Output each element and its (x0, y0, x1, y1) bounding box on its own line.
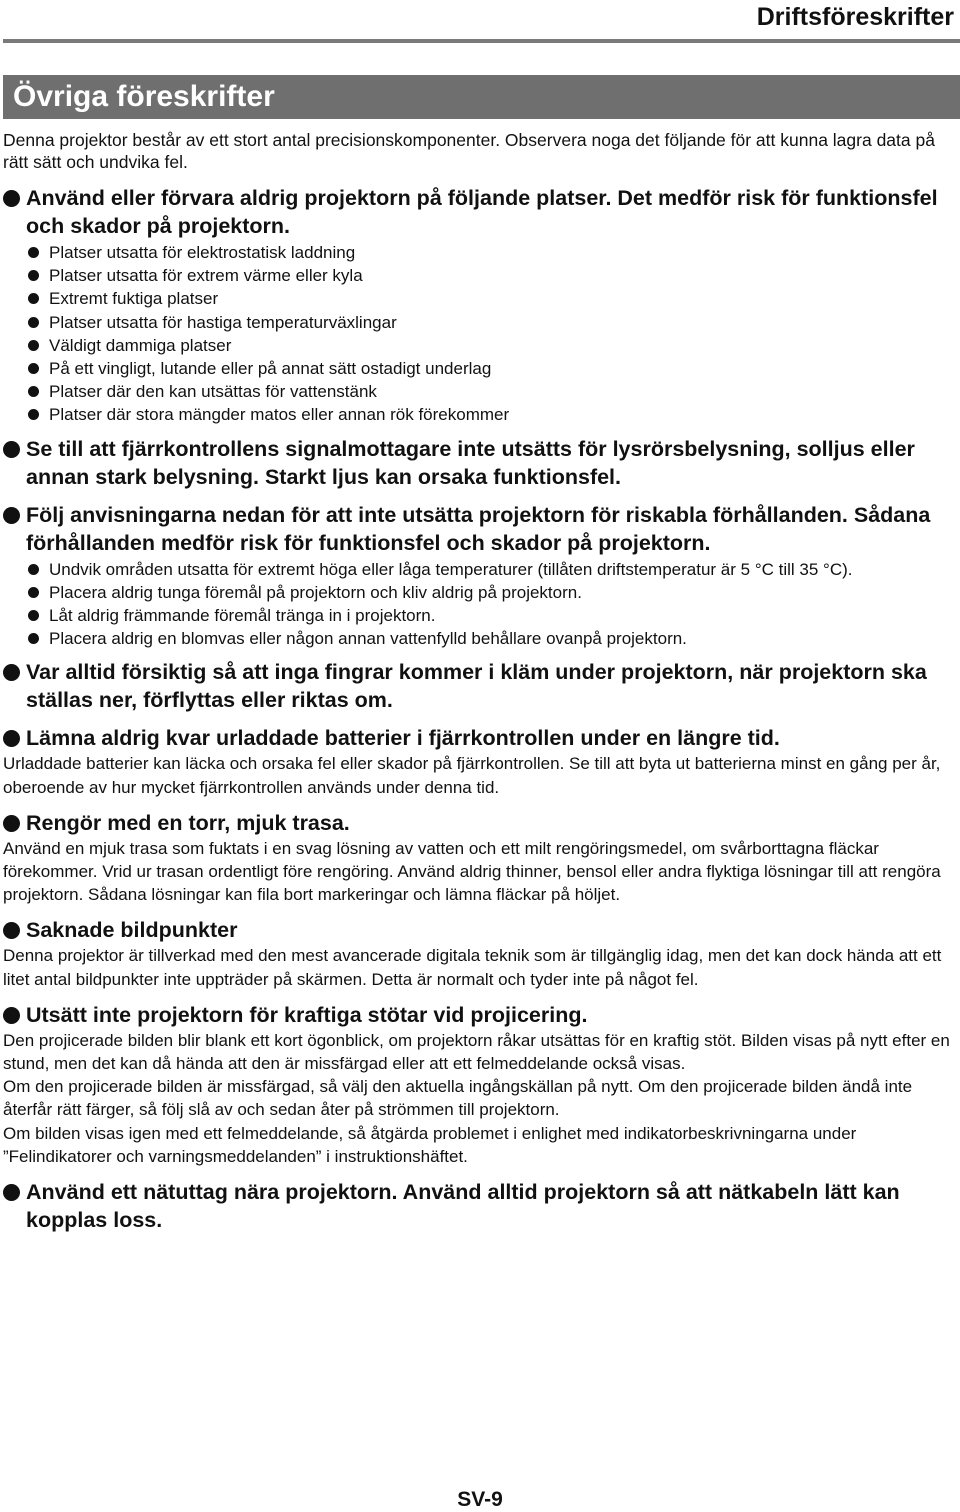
list-item (26, 241, 955, 264)
list-item-text: Placera aldrig tunga föremål på projektorn och kliv aldrig på projektorn. (49, 582, 582, 602)
page-header-title: Driftsföreskrifter (756, 3, 954, 31)
bullet-icon (3, 441, 20, 458)
instruction-block (3, 916, 955, 990)
list-item (26, 627, 955, 650)
small-bullet-icon (28, 363, 39, 374)
list-item-text: Extremt fuktiga platser (49, 289, 219, 309)
bullet-icon (3, 730, 20, 747)
instruction-block (3, 501, 955, 651)
list-item (26, 287, 955, 310)
instruction-heading (3, 916, 955, 944)
body-paragraph: Urladdade batterier kan läcka och orsaka fel eller skador på fjärrkontrollen. Se till att byta ut batterierna minst en gång per år, oberoende av hur mycket fjärrkontrollen används under denna tid. (3, 754, 941, 797)
list-item-text: Platser där den kan utsättas för vattenstänk (49, 382, 377, 402)
instruction-heading (3, 435, 955, 491)
list-item-text: Platser utsatta för elektrostatisk laddning (49, 243, 356, 262)
instruction-heading (3, 1178, 955, 1234)
small-bullet-icon (28, 293, 39, 304)
bullet-icon (3, 190, 20, 207)
small-bullet-icon (28, 587, 39, 598)
small-bullet-icon (28, 317, 39, 328)
instruction-heading (3, 501, 955, 557)
instruction-block (3, 724, 955, 798)
list-item-text: Väldigt dammiga platser (49, 335, 232, 355)
bullet-icon (3, 815, 20, 832)
sub-list (26, 558, 955, 651)
section-title: Övriga föreskrifter (3, 75, 960, 119)
heading-text: Följ anvisningarna nedan för att inte utsätta projektorn för riskabla förhållanden. Sådana förhållanden medför risk för funktionsfel och skador på projektorn. (26, 502, 931, 555)
list-item-text: Låt aldrig främmande föremål tränga in i projektorn. (49, 606, 436, 626)
document-body (3, 129, 955, 1244)
body-paragraph: Den projicerade bilden blir blank ett kort ögonblick, om projektorn råkar utsättas för en kraftig stöt. Bilden visas på nytt efter en stund, men det kan då hända att den är missfärgad eller att ett felmeddelande också visas. (3, 1030, 950, 1074)
small-bullet-icon (28, 564, 39, 575)
small-bullet-icon (28, 633, 39, 644)
list-item (26, 334, 955, 357)
header-divider (3, 39, 960, 43)
body-paragraph: Om bilden visas igen med ett felmeddelande, så åtgärda problemet i enlighet med indikatorbeskrivningarna under ”Felindikatorer och varningsmeddelanden” i instruktionshäftet. (3, 1123, 857, 1166)
bullet-icon (3, 922, 20, 939)
small-bullet-icon (28, 610, 39, 621)
instruction-block (3, 658, 955, 714)
bullet-icon (3, 1007, 20, 1024)
list-item (26, 311, 955, 334)
list-item (26, 380, 955, 403)
heading-text: Använd ett nätuttag nära projektorn. Använd alltid projektorn så att nätkabeln lätt kan kopplas loss. (26, 1180, 900, 1233)
list-item (26, 604, 955, 627)
sub-list (26, 241, 955, 427)
heading-text: Var alltid försiktig så att inga fingrar kommer i kläm under projektorn, när projektorn ska ställas ner, förflyttas eller riktas om. (26, 660, 927, 713)
heading-text: Lämna aldrig kvar urladdade batterier i fjärrkontrollen under en längre tid. (26, 726, 780, 751)
heading-text: Saknade bildpunkter (26, 918, 238, 943)
instruction-block (3, 184, 955, 427)
heading-text: Utsätt inte projektorn för kraftiga stötar vid projicering. (26, 1002, 588, 1027)
list-item (26, 403, 955, 426)
instruction-heading (3, 658, 955, 714)
instruction-heading (3, 724, 955, 752)
list-item-text: Platser utsatta för hastiga temperaturväxlingar (49, 312, 397, 332)
body-paragraph: Använd en mjuk trasa som fuktats i en svag lösning av vatten och ett milt rengöringsmedel, om svårborttagna fläckar förekommer. Vrid ur trasan ordentligt före rengöring. Använd aldrig thinner, bensol eller andra flyktiga lösningar till att rengöra projektorn. Sådana lösningar kan fila bort markeringar och lämna fläckar på höljet. (3, 838, 941, 905)
bullet-icon (3, 507, 20, 524)
intro-paragraph: Denna projektor består av ett stort antal precisionskomponenter. Observera noga det följande för att kunna lagra data på rätt sätt och undvika fel. (3, 130, 935, 172)
list-item-text: Platser utsatta för extrem värme eller kyla (49, 266, 363, 286)
small-bullet-icon (28, 340, 39, 351)
bullet-icon (3, 1184, 20, 1201)
body-paragraph: Denna projektor är tillverkad med den mest avancerade digitala teknik som är tillgänglig idag, men det kan dock hända att ett litet antal bildpunkter inte uppträder på skärmen. Detta är normalt och tyder inte på något fel. (3, 946, 942, 989)
instruction-heading (3, 809, 955, 837)
heading-text: Rengör med en torr, mjuk trasa. (26, 810, 350, 835)
instruction-block (3, 1001, 955, 1168)
list-item-text: På ett vingligt, lutande eller på annat sätt ostadigt underlag (49, 359, 492, 379)
instruction-block (3, 809, 955, 907)
instruction-block (3, 435, 955, 491)
list-item-text: Undvik områden utsatta för extremt höga eller låga temperaturer (tillåten driftstemperatur är 5 °C till 35 °C). (49, 559, 853, 579)
small-bullet-icon (28, 247, 39, 258)
list-item (26, 581, 955, 604)
small-bullet-icon (28, 409, 39, 420)
page-number: SV-9 (457, 1488, 503, 1511)
list-item (26, 264, 955, 287)
instruction-heading (3, 1001, 955, 1029)
bullet-icon (3, 664, 20, 681)
body-paragraph: Om den projicerade bilden är missfärgad, så välj den aktuella ingångskällan på nytt. Om den projicerade bilden ändå inte återfår rätt färger, så följ slå av och sedan åter på strömmen till projektorn. (3, 1077, 913, 1120)
heading-text: Se till att fjärrkontrollens signalmottagare inte utsätts för lysrörsbelysning, solljus eller annan stark belysning. Starkt ljus kan orsaka funktionsfel. (26, 436, 915, 489)
list-item (26, 558, 955, 581)
instruction-heading (3, 184, 955, 240)
list-item-text: Platser där stora mängder matos eller annan rök förekommer (49, 405, 510, 425)
instruction-block (3, 1178, 955, 1234)
list-item (26, 357, 955, 380)
list-item-text: Placera aldrig en blomvas eller någon annan vattenfylld behållare ovanpå projektorn. (49, 629, 687, 649)
heading-text: Använd eller förvara aldrig projektorn på följande platser. Det medför risk för funktionsfel och skador på projektorn. (26, 186, 938, 238)
small-bullet-icon (28, 270, 39, 281)
small-bullet-icon (28, 386, 39, 397)
